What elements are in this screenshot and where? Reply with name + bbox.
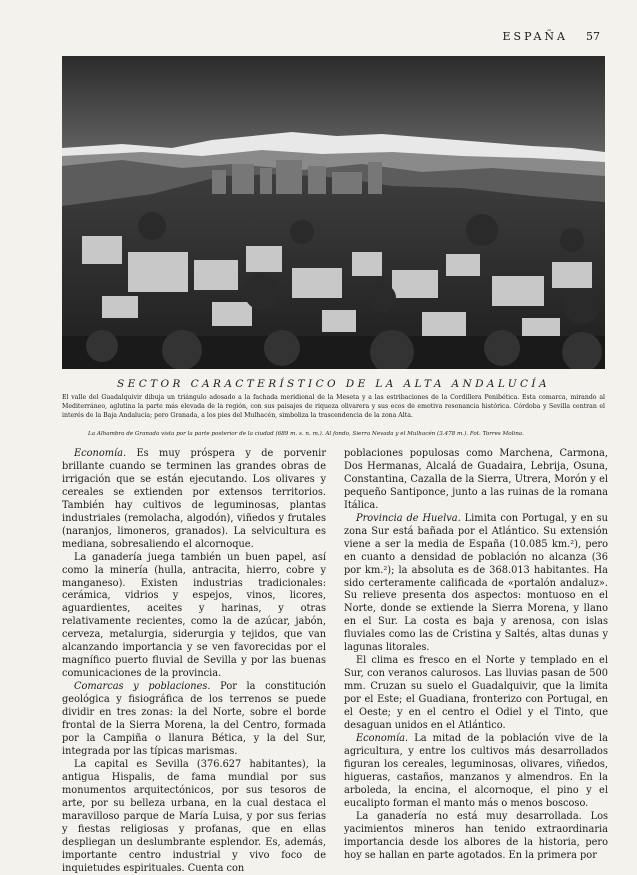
- landscape-photo-illustration: [62, 56, 605, 369]
- header-title: ESPAÑA: [502, 30, 568, 43]
- paragraph: [344, 811, 608, 863]
- section-lead: Economía.: [74, 448, 127, 459]
- section-lead: Provincia de Huelva.: [356, 512, 461, 524]
- paragraph-text: La ganadería juega también un buen papel, así como la minería (hulla, antracita, hierro, cobre y manganeso). Existen industrias tradicionales: cerámica, vidrios y espejos, vinos, licores, aguardientes, aceites y harinas, y otras relativamente recientes, como la de azúcar, jabón, cerveza, metalurgia, siderurgia y tejidos, que van alcanzando importancia y se ven favorecidas por el magnífico puerto fluvial de Sevilla y por las buenas comunicaciones de la provincia.: [62, 551, 326, 680]
- photo-caption-credit: La Alhambra de Granada vista por la parte posterior de la ciudad (689 m. s. n. m.). Al fondo, Sierra Nevada y el Mulhacén (3.478 m.). Fot. Torres Molina.: [88, 431, 524, 437]
- paragraph-text: Es muy próspera y de porvenir brillante cuando se terminen las grandes obras de irrigación que se están ejecutando. Los olivares y cereales se extienden por extensos territorios. También hay cultivos de leguminosas, plantas industriales (remolacha, algodón), viñedos y frutales (naranjos, limoneros, granados). La selvicultura es mediana, sobresaliendo el alcornoque.: [62, 448, 326, 550]
- running-header: [0, 30, 600, 43]
- photo-caption-title: SECTOR CARACTERÍSTICO DE LA ALTA ANDALUCÍA: [117, 378, 550, 390]
- paragraph-text: La ganadería no está muy desarrollada. Los yacimientos mineros han tenido extraordinaria importancia desde los albores de la historia, pero hoy se hallan en parte agotados. En la primera por: [344, 810, 608, 861]
- paragraph-text: El clima es fresco en el Norte y templado en el Sur, con veranos calurosos. Las lluvias pasan de 500 mm. Cruzan su suelo el Guadalquivir, que la limita por el Este; el Guadiana, fronterizo con Portugal, en el Oeste; y en el centro el Odiel y el Tinto, que desaguan unidos en el Atlántico.: [344, 655, 608, 732]
- alhambra-photo: [62, 56, 605, 369]
- photo-caption-text: El valle del Guadalquivir dibuja un triángulo adosado a la fachada meridional de la Meseta y a las estribaciones de la Cordillera Penibética. Esta comarca, mirando al Mediterráneo, aglutina la parte más elevada de la región, con sus paisajes de riqueza olivarera y sus ecos de emotiva resonancia histórica. Córdoba y Sevilla centran el interés de la Baja Andalucía; pero Granada, a los pies del Mulhacén, simboliza la trascendencia de la zona Alta.: [62, 394, 605, 419]
- paragraph: [62, 759, 326, 875]
- paragraph-text: poblaciones populosas como Marchena, Carmona, Dos Hermanas, Alcalá de Guadaira, Lebrija, Osuna, Constantina, Cazalla de la Sierra, Utrera, Morón y el pequeño Santiponce, junto a las ruinas de la romana Itálica.: [344, 448, 608, 511]
- paragraph: [344, 733, 608, 811]
- paragraph: [62, 448, 326, 552]
- paragraph-text: Limita con Portugal, y en su zona Sur está bañada por el Atlántico. Su extensión viene a ser la media de España (10.085 km.²), pero en cuanto a densidad de población no alcanza (36 por km.²); la absoluta es de 368.013 habitantes. Ha sido certeramente calificada de «portalón andaluz». Su relieve presenta dos aspectos: montuoso en el Norte, donde se extiende la Sierra Morena, y llano en el Sur. La costa es baja y arenosa, con islas fluviales como las de Cristina y Saltés, altas dunas y lagunas litorales.: [344, 512, 608, 654]
- paragraph: [344, 448, 608, 513]
- paragraph-text: La mitad de la población vive de la agricultura, y entre los cultivos más desarrollados figuran los cereales, leguminosas, olivares, viñedos, higueras, castaños, manzanos y almendros. En la arboleda, la encina, el alcornoque, el pino y el eucalipto forman el manto más o menos boscoso.: [344, 732, 608, 809]
- section-lead: Economía.: [356, 732, 409, 744]
- paragraph: [344, 655, 608, 733]
- left-text-column: [62, 448, 326, 875]
- section-lead: Comarcas y poblaciones.: [74, 681, 211, 693]
- paragraph-text: Por la constitución geológica y fisiográfica de los terrenos se puede dividir en tres zonas: la del Norte, sobre el borde frontal de la Sierra Morena, la del Centro, formada por la Campiña o llanura Bética, y la del Sur, integrada por las típicas marismas.: [62, 681, 326, 757]
- paragraph: [62, 681, 326, 759]
- page-number: 57: [586, 30, 600, 43]
- paragraph-text: La capital es Sevilla (376.627 habitantes), la antigua Hispalis, de fama mundial por sus monumentos arquitectónicos, por sus tesoros de arte, por su belleza urbana, en la cual destaca el maravilloso parque de María Luisa, y por sus ferias y fiestas religiosas y profanas, que en ellas despliegan un deslumbrante esplendor. Es, además, importante centro industrial y vivo foco de inquietudes espirituales. Cuenta con: [62, 758, 326, 874]
- right-text-column: [344, 448, 608, 863]
- paragraph: [62, 552, 326, 682]
- paragraph: [344, 513, 608, 655]
